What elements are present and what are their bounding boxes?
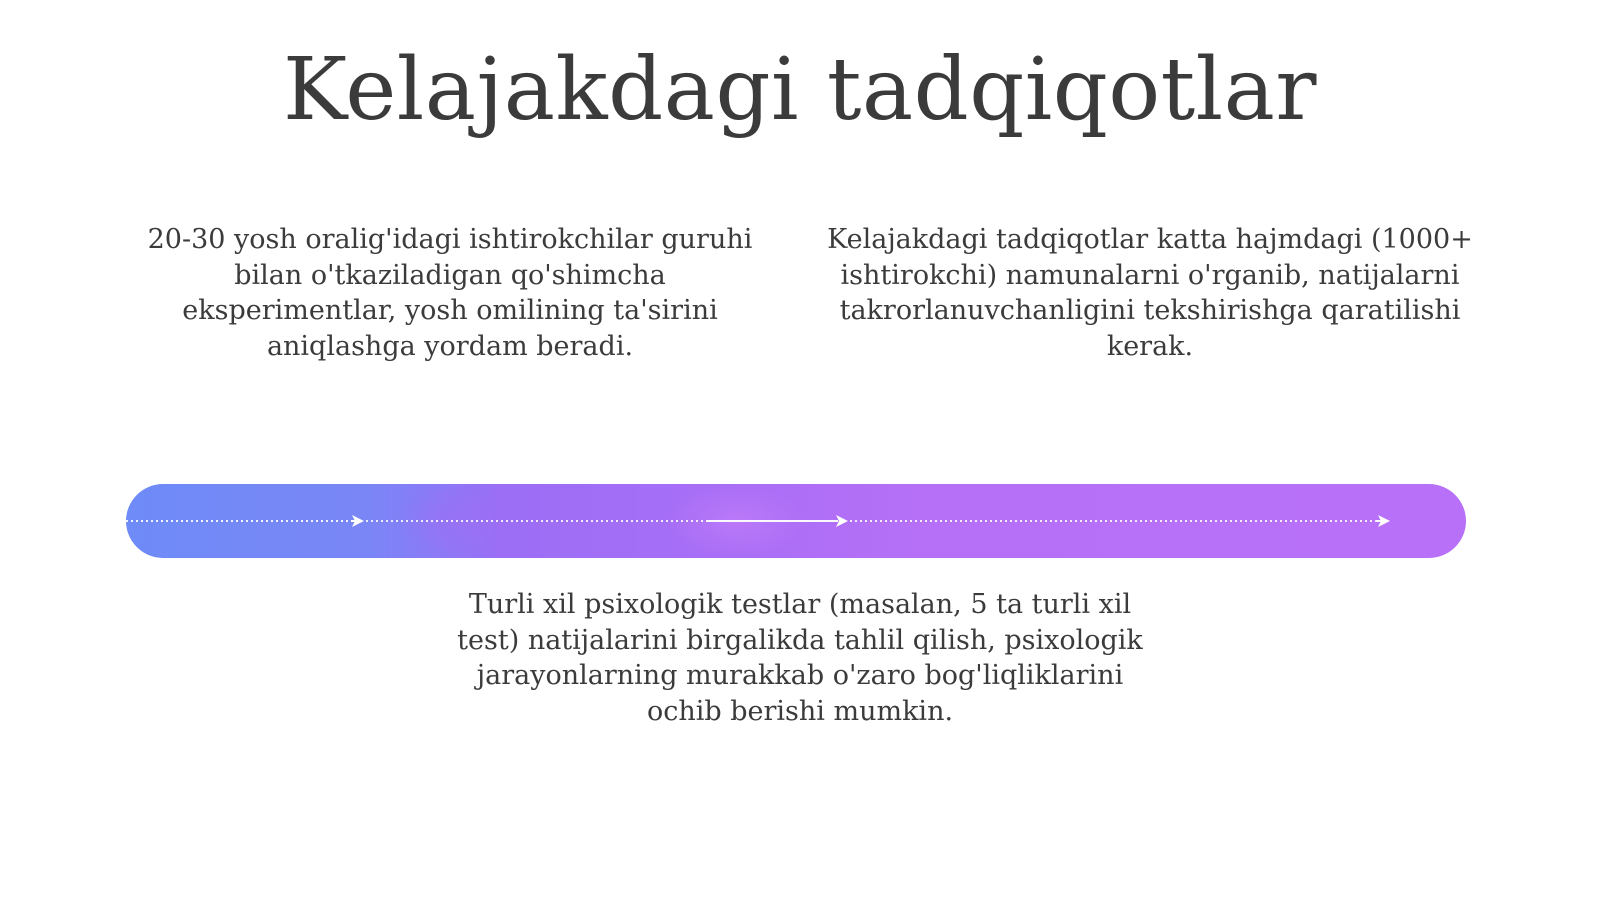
arrow-right-icon <box>1376 515 1390 527</box>
text-block-left: 20-30 yosh oralig'idagi ishtirokchilar guruhi bilan o'tkaziladigan qo'shimcha eksperimentlar, yosh omilining ta'sirini aniqlashga yordam beradi. <box>147 224 753 362</box>
timeline-bar <box>126 484 1466 558</box>
slide-title: Kelajakdagi tadqiqotlar <box>282 40 1318 140</box>
arrow-right-icon <box>351 515 364 527</box>
text-block-right: Kelajakdagi tadqiqotlar katta hajmdagi (1000+ ishtirokchi) namunalarni o'rganib, natijalarni takrorlanuvchanligini tekshirishga qaratilishi kerak. <box>827 224 1473 362</box>
text-block-bottom: Turli xil psixologik testlar (masalan, 5 ta turli xil test) natijalarini birgalikda tahlil qilish, psixologik jarayonlarning murakkab o'zaro bog'liqliklarini ochib berishi mumkin. <box>457 589 1143 727</box>
timeline-arrows <box>126 484 1466 558</box>
